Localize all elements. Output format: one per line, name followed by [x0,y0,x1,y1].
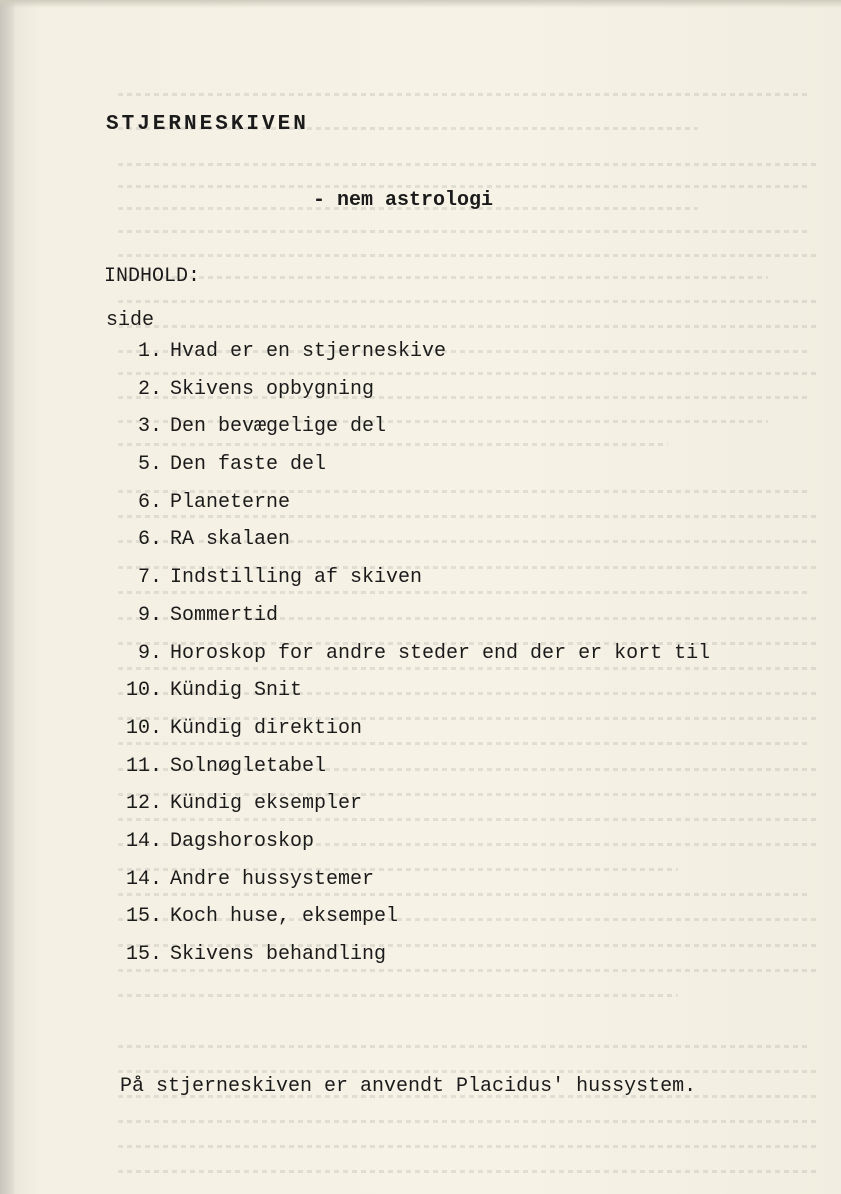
bleed-line [118,300,818,303]
bleed-line [118,230,808,233]
toc-title: Planeterne [170,490,291,514]
toc-title: RA skalaen [170,528,291,552]
toc-item [104,865,710,903]
bleed-line [118,325,818,328]
toc-title: Kündig direktion [170,716,363,740]
toc-page-number: 2. [137,377,162,401]
toc-page-number: 15. [125,905,162,929]
toc-page-number: 14. [125,829,162,853]
bleed-line [118,276,768,279]
bleed-line [118,994,678,997]
bleed-line [118,185,808,188]
toc-page-number: 6. [137,528,162,552]
toc-page-number: 3. [137,415,162,439]
bleed-line [118,1070,818,1073]
toc-page-number: 1. [137,340,162,363]
toc-page-number: 14. [125,867,162,891]
footer-note: På stjerneskiven er anvendt Placidus' hussystem. [120,1075,697,1098]
toc-item [104,827,710,865]
toc-page-number: 7. [137,566,162,590]
toc-item [104,676,710,714]
table-of-contents [104,337,710,978]
toc-page-number: 6. [137,490,162,514]
toc-title: Kündig eksempler [170,792,363,816]
toc-page-number: 10. [125,716,162,740]
toc-page-number: 5. [137,453,162,477]
toc-item [104,789,710,827]
toc-page-number: 15. [125,943,162,966]
bleed-line [118,254,818,257]
toc-item [104,940,710,978]
toc-page-number: 12. [125,792,162,816]
toc-title: Kündig Snit [170,679,303,703]
bleed-line [118,1045,808,1048]
bleed-line [118,93,808,96]
toc-page-number: 9. [137,603,162,627]
toc-item [104,525,710,563]
page-column-label: side [106,309,155,332]
toc-item [104,337,710,375]
toc-title: Andre hussystemer [170,867,375,891]
bleed-line [118,1145,818,1148]
contents-heading: INDHOLD: [104,265,201,288]
toc-page-number: 10. [125,679,162,703]
toc-title: Sommertid [170,603,279,627]
toc-item [104,752,710,790]
toc-item [104,563,710,601]
toc-item [104,450,710,488]
toc-item [104,375,710,413]
toc-title: Hvad er en stjerneskive [170,340,447,363]
toc-title: Koch huse, eksempel [170,905,399,929]
toc-title: Den bevægelige del [170,415,387,439]
bleed-line [118,163,818,166]
toc-title: Skivens behandling [170,943,387,966]
toc-item [104,412,710,450]
toc-title: Den faste del [170,453,327,477]
toc-page-number: 9. [137,641,162,665]
toc-title: Dagshoroskop [170,829,315,853]
toc-item [104,639,710,677]
document-title: STJERNESKIVEN [106,113,309,136]
toc-item [104,601,710,639]
document-subtitle: - nem astrologi [313,189,494,212]
bleed-line [118,1120,818,1123]
toc-title: Indstilling af skiven [170,566,423,590]
toc-title: Solnøgletabel [170,754,327,778]
toc-item [104,488,710,526]
toc-title: Skivens opbygning [170,377,375,401]
toc-page-number: 11. [125,754,162,778]
toc-title: Horoskop for andre steder end der er kort til [170,641,711,665]
bleed-line [118,1170,818,1173]
toc-item [104,902,710,940]
toc-item [104,714,710,752]
